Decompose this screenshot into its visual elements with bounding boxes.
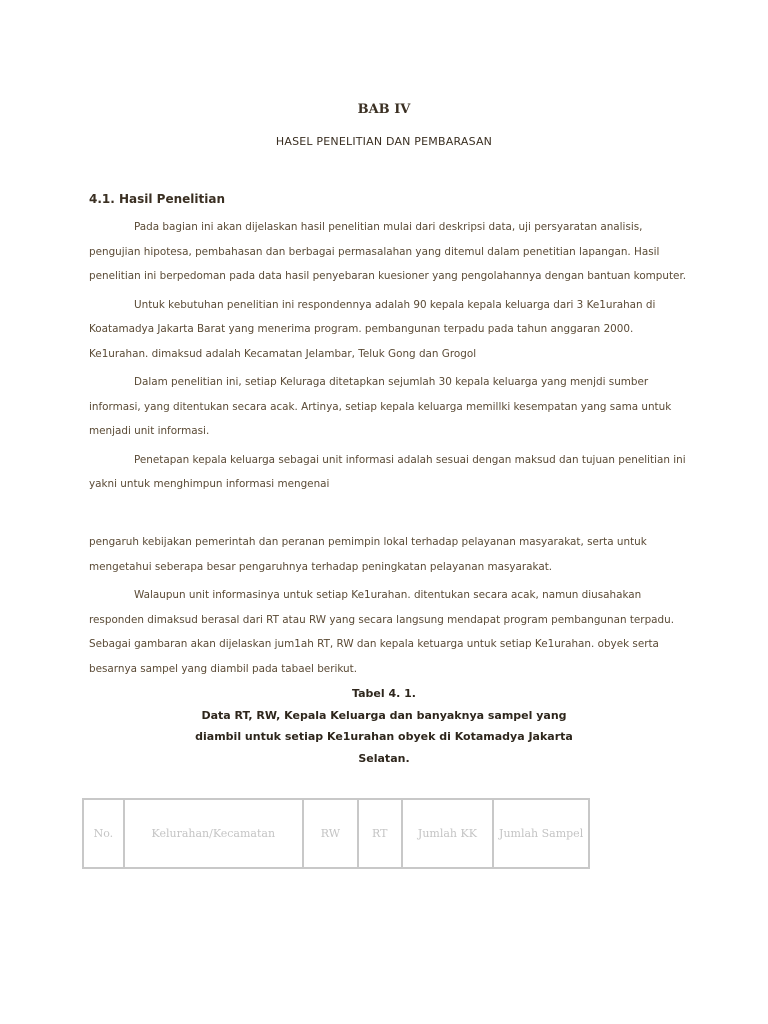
table-caption <box>0 683 768 769</box>
column-header: Kelurahan/Kecamatan <box>124 799 303 868</box>
body-block-1 <box>89 215 689 497</box>
body-block-2 <box>89 530 689 681</box>
column-header: No. <box>83 799 124 868</box>
paragraph: Dalam penelitian ini, setiap Keluraga ditetapkan sejumlah 30 kepala keluarga yang menjdi sumber informasi, yang ditentukan secara acak. Artinya, setiap kepala keluarga memillki kesempatan yang sama untuk menjadi unit informasi. <box>89 376 672 437</box>
paragraph: Penetapan kepala keluarga sebagai unit informasi adalah sesuai dengan maksud dan tujuan penelitian ini yakni untuk menghimpun informasi mengenai <box>89 453 686 490</box>
column-header: Jumlah Sampel <box>493 799 589 868</box>
table-caption-line: diambil untuk setiap Ke1urahan obyek di Kotamadya Jakarta <box>195 730 573 743</box>
section-heading: 4.1. Hasil Penelitian <box>89 192 226 206</box>
table-caption-line: Data RT, RW, Kepala Keluarga dan banyaknya sampel yang <box>201 708 567 722</box>
paragraph: Pada bagian ini akan dijelaskan hasil penelitian mulai dari deskripsi data, uji persyaratan analisis, pengujian hipotesa, pembahasan dan berbagai permasalahan yang ditemul dalam penetitian lapangan. Hasil penelitian ini berpedoman pada data hasil penyebaran kuesioner yang pengolahannya dengan bantuan komputer. <box>89 221 687 282</box>
paragraph: pengaruh kebijakan pemerintah dan peranan pemimpin lokal terhadap pelayanan masyarakat, serta untuk mengetahui seberapa besar pengaruhnya terhadap peningkatan pelayanan masyarakat. <box>89 536 647 573</box>
table-label: Tabel 4. 1. <box>352 687 416 700</box>
table-caption-line: Selatan. <box>358 751 410 765</box>
column-header: Jumlah KK <box>402 799 494 868</box>
data-table <box>82 798 590 869</box>
column-header: RW <box>303 799 358 868</box>
column-header: RT <box>358 799 402 868</box>
table-header-row <box>83 799 589 868</box>
paragraph: Walaupun unit informasinya untuk setiap Ke1urahan. ditentukan secara acak, namun diusahakan responden dimaksud berasal dari RT atau RW yang secara langsung mendapat program pembangunan terpadu. Sebagai gambaran akan dijelaskan jum1ah RT, RW dan kepala ketuarga untuk setiap Ke1urahan. obyek serta besarnya sampel yang diambil pada tabael berikut. <box>89 589 675 675</box>
paragraph: Untuk kebutuhan penelitian ini respondennya adalah 90 kepala kepala keluarga dari 3 Ke1urahan di Koatamadya Jakarta Barat yang menerima program. pembangunan terpadu pada tahun anggaran 2000. Ke1urahan. dimaksud adalah Kecamatan Jelambar, Teluk Gong dan Grogol <box>89 298 656 360</box>
chapter-heading: BAB IV <box>357 102 411 117</box>
chapter-title: HASEL PENELITIAN DAN PEMBARASAN <box>275 135 493 148</box>
